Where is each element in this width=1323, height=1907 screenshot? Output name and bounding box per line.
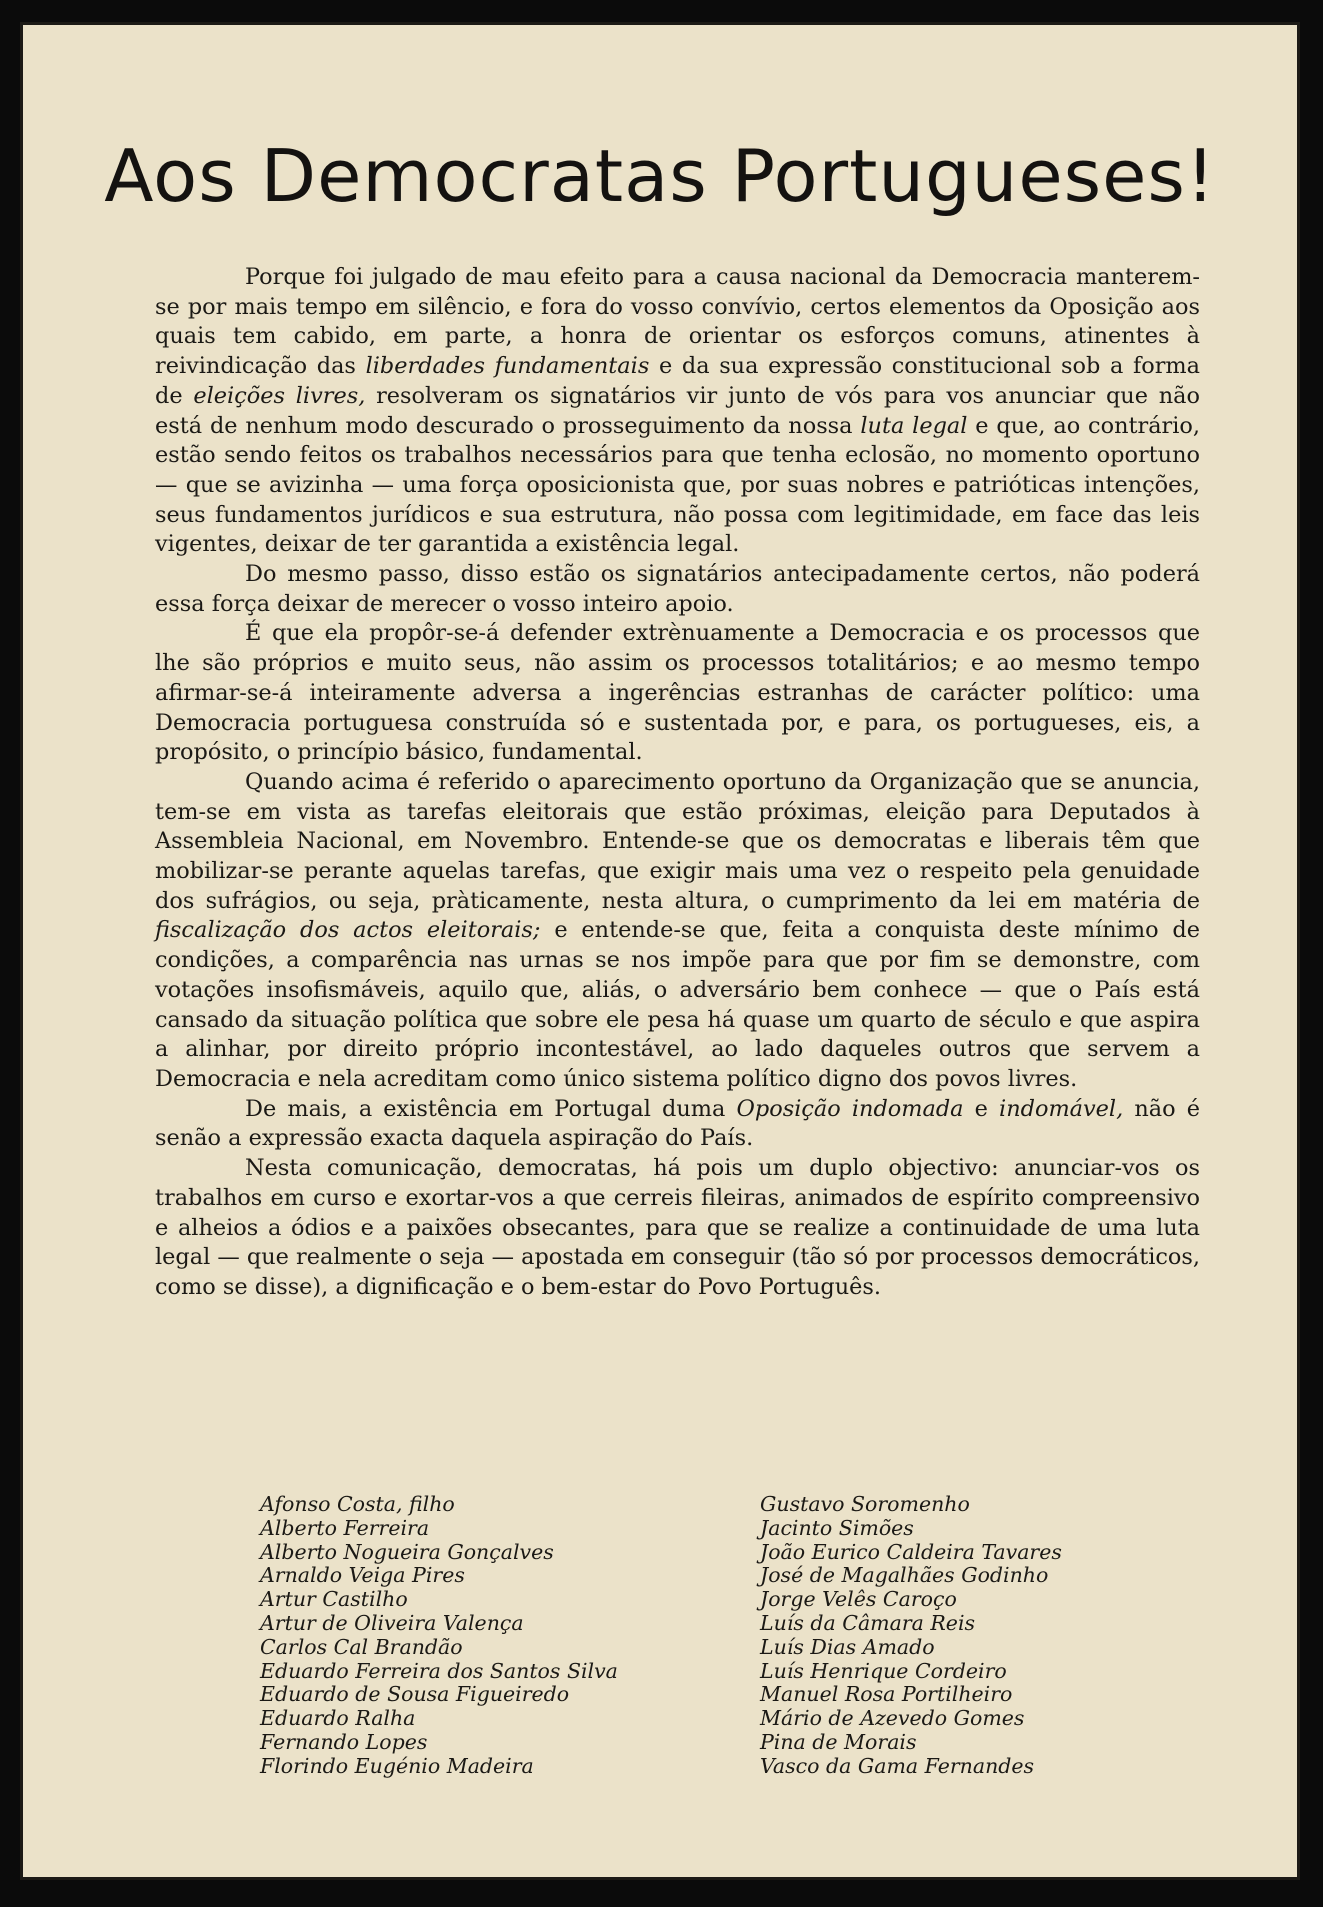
signatory-name: Eduardo de Sousa Figueiredo <box>260 1682 570 1707</box>
signatory-name: Vasco da Gama Fernandes <box>760 1753 1035 1778</box>
emphasis-text: fiscalização dos actos eleitorais; <box>155 917 541 944</box>
signatory-name: Afonso Costa, filho <box>260 1492 455 1516</box>
signatory-name: Jorge Velês Caroço <box>760 1587 957 1612</box>
body-paragraph <box>155 560 1200 619</box>
paragraph-text: De mais, a existência em Portugal duma <box>245 1095 737 1122</box>
signatory-name: Luís Henrique Cordeiro <box>760 1658 1007 1683</box>
emphasis-text: indomável, <box>999 1095 1124 1122</box>
signatory-name: José de Magalhães Godinho <box>760 1563 1049 1588</box>
body-paragraph <box>155 1095 1200 1154</box>
body-paragraph <box>155 619 1200 768</box>
signatory-name: Jacinto Simões <box>760 1515 914 1540</box>
emphasis-text: liberdades fundamentais <box>365 353 650 380</box>
signatory-name: Gustavo Soromenho <box>760 1492 970 1516</box>
body-paragraph <box>155 263 1200 560</box>
signatory-name: Eduardo Ferreira dos Santos Silva <box>260 1658 618 1683</box>
signatory-name: Carlos Cal Brandão <box>260 1634 463 1659</box>
signatory-name: Eduardo Ralha <box>260 1706 416 1731</box>
signatories-left-column <box>260 1493 618 1779</box>
signatory-name: Artur de Oliveira Valença <box>260 1610 524 1635</box>
paragraph-text: e da sua expressão constitucional sob a forma de <box>155 353 1200 409</box>
body-paragraph <box>155 1154 1200 1303</box>
paragraph-text: Quando acima é referido o aparecimento oportuno da Organização que se anuncia, tem-se em vista as tarefas eleitorais que estão próximas, eleição para Deputados à Assembleia Nacional, em Novembro. Entende-se que os democratas e liberais têm que mobilizar-se perante aquelas tarefas, que exigir mais uma vez o respeito pela genuidade dos sufrágios, ou seja, pràticamente, nesta altura, o cumprimento da lei em matéria de <box>155 768 1200 914</box>
signatory-name: Alberto Ferreira <box>260 1515 430 1540</box>
emphasis-text: eleições livres, <box>193 382 366 409</box>
signatory-name: Alberto Nogueira Gonçalves <box>260 1539 554 1564</box>
paragraph-text: resolveram os signatários vir junto de vós para vos anunciar que não está de nenhum modo descurado o prosseguimento da nossa <box>155 382 1200 439</box>
paragraph-text: não é senão a expressão exacta daquela aspiração do País. <box>155 1095 1200 1152</box>
paragraph-text: É que ela propôr-se-á defender extrènuamente a Democracia e os processos que lhe são próprios e muito seus, não assim os processos totalitários; e ao mesmo tempo afirmar-se-á inteiramente adversa a ingerências estranhas de carácter político: uma Democracia portuguesa construída só e sustentada por, e para, os portugueses, eis, a propósito, o princípio básico, fundamental. <box>155 620 1200 766</box>
body-paragraph <box>155 768 1200 1095</box>
paragraph-text: e <box>963 1095 1000 1122</box>
signatory-name: Arnaldo Veiga Pires <box>260 1563 465 1588</box>
paragraph-text: Porque foi julgado de mau efeito para a causa nacional da Democracia manterem-se por mais tempo em silêncio, e fora do vosso convívio, certos elementos da Oposição aos quais tem cabido, em parte, a honra de orientar os esforços comuns, atinentes à reivindicação das <box>155 264 1200 380</box>
signatory-name: Mário de Azevedo Gomes <box>760 1706 1025 1731</box>
body-text <box>155 263 1200 1303</box>
signatory-name: Luís Dias Amado <box>760 1634 935 1659</box>
document-page <box>20 22 1300 1880</box>
signatory-name: Artur Castilho <box>260 1587 408 1612</box>
document-title: Aos Democratas Portugueses! <box>104 134 1216 218</box>
signatory-name: João Eurico Caldeira Tavares <box>760 1539 1062 1564</box>
signatory-name: Fernando Lopes <box>260 1729 428 1754</box>
emphasis-text: luta legal <box>860 412 968 439</box>
signatories-right-column <box>760 1493 1062 1779</box>
paragraph-text: Nesta comunicação, democratas, há pois um duplo objectivo: anunciar-vos os trabalhos em curso e exortar-vos a que cerreis fileiras, animados de espírito compreensivo e alheios a ódios e a paixões obsecantes, para que se realize a continuidade de uma luta legal — que realmente o seja — apostada em conseguir (tão só por processos democráticos, como se disse), a dignificação e o bem-estar do Povo Português. <box>155 1155 1200 1300</box>
signatory-name: Pina de Morais <box>760 1729 917 1754</box>
signatory-name: Manuel Rosa Portilheiro <box>760 1682 1013 1707</box>
paragraph-text: e que, ao contrário, estão sendo feitos os trabalhos necessários para que tenha eclosão, no momento oportuno — que se avizinha — uma força oposicionista que, por suas nobres e patrióticas intenções, seus fundamentos jurídicos e sua estrutura, não possa com legitimidade, em face das leis vigentes, deixar de ter garantida a existência legal. <box>155 412 1201 558</box>
signatory-name: Luís da Câmara Reis <box>760 1610 976 1635</box>
paragraph-text: e entende-se que, feita a conquista deste mínimo de condições, a comparência nas urnas se nos impõe para que por fim se demonstre, com votações insofismáveis, aquilo que, aliás, o adversário bem conhece — que o País está cansado da situação política que sobre ele pesa há quase um quarto de século e que aspira a alinhar, por direito próprio incontestável, ao lado daqueles outros que servem a Democracia e nela acreditam como único sistema político digno dos povos livres. <box>155 917 1200 1092</box>
paragraph-text: Do mesmo passo, disso estão os signatários antecipadamente certos, não poderá essa força deixar de merecer o vosso inteiro apoio. <box>155 561 1200 617</box>
emphasis-text: Oposição indomada <box>736 1095 964 1122</box>
signatory-name: Florindo Eugénio Madeira <box>260 1753 534 1778</box>
